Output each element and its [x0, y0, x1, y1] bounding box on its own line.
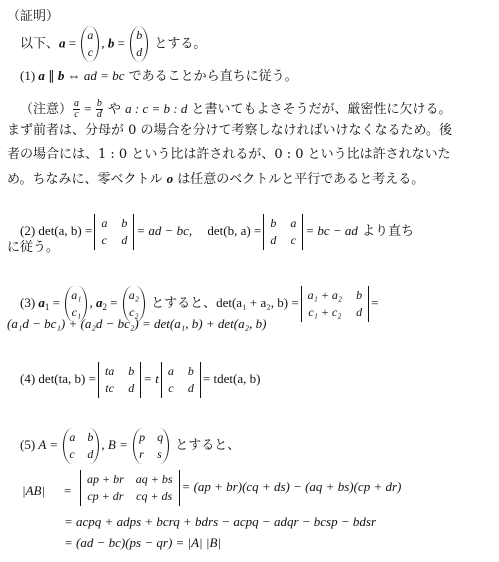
note-line-2: まず前者は、分母が 0 の場合を分けて考察しなければいけなくなるため。後 [7, 123, 453, 138]
vec-a-top: a [87, 28, 94, 42]
cell: d [128, 381, 135, 395]
note-prefix: （注意） [20, 102, 73, 117]
note-ratio: a : c = b : d [125, 101, 188, 116]
p5-lhs: |AB| [22, 483, 46, 498]
p3-det: det(a₁ + a₂, b) = [216, 294, 299, 310]
p5-result-2: = acpq + adps + bcrq + bdrs − acpq − adqr − bcsp − bdsr [64, 514, 376, 529]
p1-a: a [38, 68, 45, 83]
p1-suffix: であることから直ちに従う。 [124, 69, 298, 84]
p1-iff: ⇔ [64, 68, 84, 83]
note-line-1 [20, 99, 451, 120]
p3-matrix [301, 286, 369, 322]
p1-equation: ad = bc [83, 68, 125, 83]
note-frac-2 [96, 99, 103, 120]
p2-det-ab: det(a, b) = [38, 222, 93, 238]
part-2-number: (2) [20, 222, 39, 238]
p2-result-1: = ad − bc, [136, 222, 193, 238]
p4-det: det(ta, b) = [38, 370, 96, 386]
p2-matrix-1 [94, 214, 134, 250]
cell: d [87, 447, 94, 461]
p2-suffix: より直ち [357, 223, 415, 239]
p5-result-3: = (ad − bc)(ps − qr) = |A| |B| [64, 535, 221, 550]
note-eq: = [81, 101, 95, 116]
part-4-number: (4) [20, 370, 39, 386]
vector-b-symbol: b [107, 35, 115, 51]
proof-heading: （証明） [7, 9, 60, 24]
p3-tail: = [371, 294, 379, 310]
cell: c₁ [71, 305, 82, 319]
p2-continuation: に従う。 [7, 240, 60, 255]
cell: d [187, 381, 194, 395]
note-frac-1 [73, 99, 80, 120]
vector-a-symbol: a [59, 35, 66, 51]
part-3-number: (3) [20, 294, 39, 310]
p5-row-1 [78, 470, 401, 506]
cell: r [139, 447, 144, 461]
cell: b [356, 288, 363, 302]
p5-matrix-B [133, 428, 169, 464]
cell: a₁ [71, 288, 82, 302]
p5-matrix-AB [80, 470, 180, 506]
cell: d [121, 233, 128, 247]
intro-comma: , [101, 35, 108, 51]
cell: a₁ + a₂ [307, 288, 343, 302]
cell: a [167, 364, 174, 378]
p1-b: b [57, 68, 65, 83]
p4-matrix-2 [161, 362, 201, 398]
p5-eq1: = [64, 483, 72, 498]
vector-a-column [81, 26, 99, 62]
part-4 [20, 362, 260, 398]
cell: c₂ [129, 305, 139, 319]
p1-par: ∥ [44, 68, 58, 83]
cell: a₂ [128, 288, 139, 302]
p5-B: B = [107, 436, 132, 452]
p4-mid: = t [143, 370, 159, 386]
cell: d [356, 305, 363, 319]
p3-a1-sub: 1 [44, 301, 50, 312]
note-line-4a: め。ちなみに、零ベクトル [7, 172, 167, 187]
p3-eq1: = [49, 294, 64, 310]
frac2-num: b [96, 98, 102, 109]
vec-b-bottom: d [136, 45, 143, 59]
p3-comma: , [89, 294, 96, 310]
p2-result-2: = bc − ad [305, 222, 358, 238]
note-mid-1: や [103, 102, 126, 117]
cell: c₁ + c₂ [308, 305, 342, 319]
intro-eq2: = [114, 35, 129, 51]
vec-b-top: b [136, 28, 143, 42]
cell: s [157, 447, 162, 461]
note-line-4 [7, 171, 424, 188]
p3-eq2: = [106, 294, 121, 310]
p2-matrix-2 [263, 214, 303, 250]
cell: c [290, 233, 296, 247]
cell: b [121, 216, 128, 230]
p3-a1: a [38, 294, 45, 310]
vector-b-column [130, 26, 148, 62]
p3-a2-sub: 2 [102, 301, 107, 312]
part-5 [20, 428, 240, 464]
note-line-3: 者の場合には、1 : 0 という比は許されるが、0 : 0 という比は許されないた [7, 147, 451, 162]
vec-a-bottom: c [87, 45, 94, 59]
p4-matrix-1 [98, 362, 141, 398]
intro-prefix: 以下、 [20, 36, 60, 52]
p5-A: A = [38, 436, 62, 452]
cell: tc [105, 381, 114, 395]
cell: a [69, 430, 76, 444]
p5-comma: , [101, 436, 108, 452]
intro-suffix: とする。 [150, 36, 207, 52]
p4-result: = tdet(a, b) [202, 370, 261, 386]
part-1 [20, 68, 298, 85]
cell: b [87, 430, 94, 444]
cell: p [139, 430, 146, 444]
p3-mid: とすると、 [146, 295, 217, 311]
p5-matrix-A [63, 428, 99, 464]
frac1-den: c [74, 109, 79, 120]
p5-result-1: = (ap + br)(cq + ds) − (aq + bs)(cp + dr) [181, 478, 402, 494]
part-5-number: (5) [20, 436, 39, 452]
intro-line [20, 26, 206, 62]
note-mid-2: と書いてもよさそうだが、厳密性に欠ける。 [187, 102, 452, 117]
cell: ap + br [87, 472, 124, 486]
cell: c [168, 381, 174, 395]
cell: b [270, 216, 277, 230]
cell: c [69, 447, 75, 461]
p5-suffix: とすると、 [171, 437, 241, 453]
cell: q [157, 430, 164, 444]
frac1-num: a [74, 98, 80, 109]
intro-eq: = [65, 35, 80, 51]
p3-line-2: (a₁d − bc₁) + (a₂d − bc₂) = det(a₁, b) + det(a₂, b) [7, 316, 267, 331]
cell: ta [104, 364, 115, 378]
part-2 [20, 214, 414, 250]
cell: b [128, 364, 135, 378]
cell: cq + ds [136, 489, 173, 503]
part-1-number: (1) [20, 68, 39, 83]
cell: a [101, 216, 108, 230]
frac2-den: d [96, 109, 102, 120]
zero-vector-symbol: o [166, 171, 174, 186]
cell: cp + dr [87, 489, 124, 503]
cell: b [187, 364, 194, 378]
cell: a [290, 216, 297, 230]
cell: aq + bs [135, 472, 173, 486]
cell: c [101, 233, 107, 247]
p3-a2: a [95, 294, 103, 310]
note-line-4b: は任意のベクトルと平行であると考える。 [173, 172, 425, 187]
p2-det-ba: det(b, a) = [207, 222, 262, 238]
cell: d [270, 233, 277, 247]
